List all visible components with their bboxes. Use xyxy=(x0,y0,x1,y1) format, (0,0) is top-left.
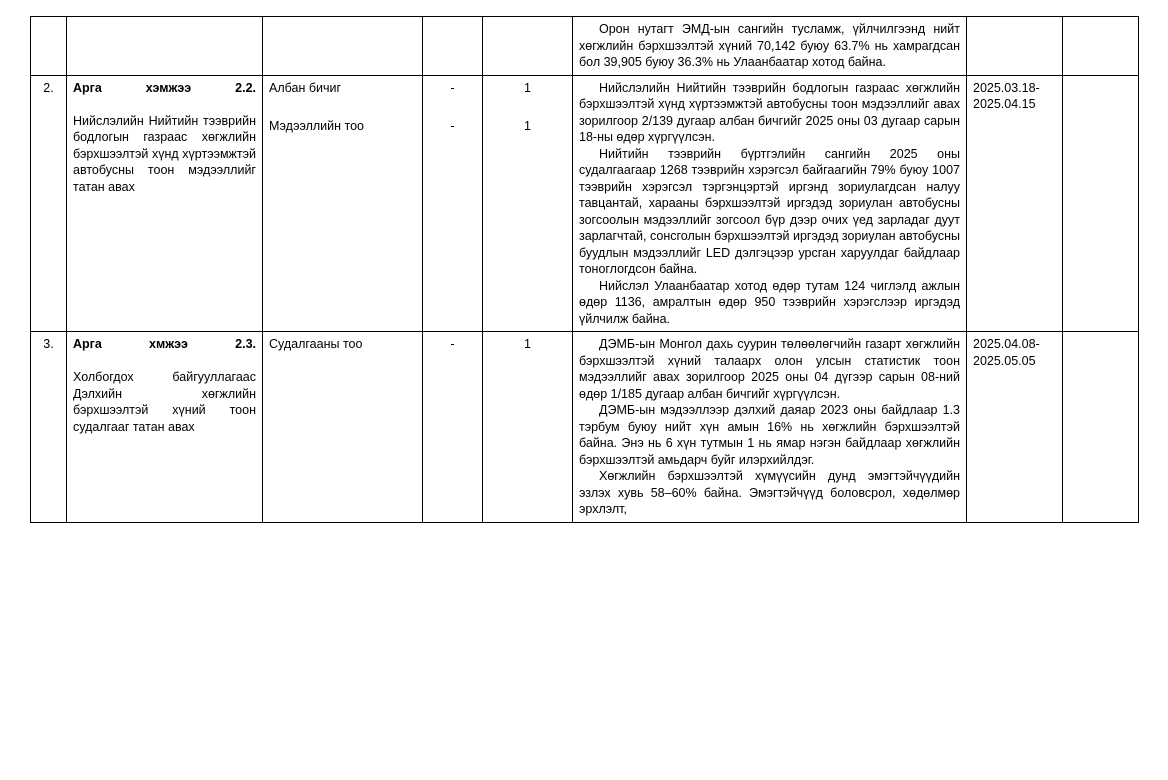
description-paragraph: Нийслэлийн Нийтийн тээврийн бодлогын газраас хөгжлийн бэрхшээлтэй хүнд хүртээмжтэй автобусны тоон мэдээллийг авах зорилгоор 2/139 дугаар албан бичгийг 2025 оны 03 дугаар сарын 18-ны өдөр хүргүүлсэн. xyxy=(579,80,960,144)
fact-cell xyxy=(483,332,573,523)
plan-cell xyxy=(423,332,483,523)
row-number: 3. xyxy=(31,332,67,523)
indicator-cell xyxy=(263,17,423,76)
plan-value: - xyxy=(450,337,455,351)
date-from: 2025.03.18- xyxy=(973,80,1040,95)
date-cell xyxy=(967,75,1063,332)
extra-cell xyxy=(1063,332,1139,523)
extra-cell xyxy=(1063,75,1139,332)
fact-cell xyxy=(483,75,573,332)
fact-value: 1 xyxy=(524,119,531,133)
fact-value: 1 xyxy=(524,80,531,95)
date-to: 2025.04.15 xyxy=(973,97,1036,111)
measure-cell xyxy=(67,17,263,76)
table-row xyxy=(31,75,1139,332)
plan-cell xyxy=(423,75,483,332)
table-row xyxy=(31,17,1139,76)
row-number: 2. xyxy=(31,75,67,332)
measure-description: Нийслэлийн Нийтийн тээврийн бодлогын газраас хөгжлийн бэрхшээлтэй хүнд хүртээмжтэй автобусны тоон мэдээллийг татан авах xyxy=(73,113,256,194)
description-paragraph: Орон нутагт ЭМД-ын сангийн тусламж, үйлчилгээнд нийт хөгжлийн бэрхшээлтэй хүний 70,142 буюу 63.7% нь хамрагдсан бол 39,905 буюу 36.3% нь Улаанбаатар хотод байна. xyxy=(579,22,960,69)
plan-cell xyxy=(423,17,483,76)
indicator-item: Судалгааны тоо xyxy=(269,337,363,351)
measure-cell xyxy=(67,332,263,523)
plan-value: - xyxy=(450,119,455,133)
description-paragraph: Нийслэл Улаанбаатар хотод өдөр тутам 124 чиглэлд ажлын өдөр 1136, амралтын өдөр 950 тээврийн хэрэгслээр иргэдэд үйлчилж байна. xyxy=(579,278,960,326)
indicator-item: Албан бичиг xyxy=(269,80,342,95)
indicator-cell xyxy=(263,75,423,332)
report-table xyxy=(30,16,1139,523)
description-cell xyxy=(573,75,967,332)
indicator-cell xyxy=(263,332,423,523)
measure-text xyxy=(73,336,256,435)
plan-spacer xyxy=(429,96,476,118)
indicator-item: Мэдээллийн тоо xyxy=(269,119,364,133)
description-paragraph: Нийтийн тээврийн бүртгэлийн сангийн 2025 оны судалгаагаар 1268 тээврийн хэрэгсэл байгаагийн 79% буюу 1007 тээврийн хэрэгсэл тэргэнцэртэй иргэнд зориулагдсан налуу тавцантай, харааны бэрхшээлтэй иргэдэд зориулан автобусны зогсоолын мэдээллийг зогсоол бүр дээр очих үед зарладаг дуут зарлагчтай, сонсголын бэрхшээлтэй иргэдэд зориулан автобусны буудлын мэдээллийг LED дэлгэцээр урсган харуулдаг байдлаар тоноглогдсон байна. xyxy=(579,146,960,276)
fact-cell xyxy=(483,17,573,76)
date-from: 2025.04.08- xyxy=(973,337,1040,351)
description-paragraph: ДЭМБ-ын мэдээллээр дэлхий даяар 2023 оны байдлаар 1.3 тэрбум буюу нийт хүн амын 16% нь хөгжлийн бэрхшээлтэй байна. Энэ нь 6 хүн тутмын 1 нь ямар нэгэн байдлаар хөгжлийн бэрхшээлтэй амьдарч буйг илэрхийлдэг. xyxy=(579,403,960,467)
measure-description: Холбогдох байгууллагаас Дэлхийн хөгжлийн бэрхшээлтэй хүний тоон судалгааг татан авах xyxy=(73,370,256,434)
indicator-spacer xyxy=(269,96,416,118)
fact-value: 1 xyxy=(524,337,531,351)
plan-value: - xyxy=(450,80,455,95)
measure-text xyxy=(73,80,256,196)
measure-label: Арга хэмжээ 2.2. xyxy=(73,80,256,95)
fact-spacer xyxy=(489,96,566,118)
description-cell xyxy=(573,332,967,523)
measure-label: Арга хмжээ 2.3. xyxy=(73,337,256,351)
date-cell xyxy=(967,332,1063,523)
measure-cell xyxy=(67,75,263,332)
date-to: 2025.05.05 xyxy=(973,353,1036,368)
extra-cell xyxy=(1063,17,1139,76)
table-row xyxy=(31,332,1139,523)
date-cell xyxy=(967,17,1063,76)
description-paragraph: Хөгжлийн бэрхшээлтэй хүмүүсийн дунд эмэгтэйчүүдийн эзлэх хувь 58–60% байна. Эмэгтэйчүүд боловсрол, хөдөлмөр эрхлэлт, xyxy=(579,469,960,516)
description-paragraph: ДЭМБ-ын Монгол дахь суурин төлөөлөгчийн газарт хөгжлийн бэрхшээлтэй хүний талаарх олон улсын статистик тоон мэдээллийг авах зорилгоор 2025 оны 04 дүгээр сарын 08-ний өдөр 1/185 дугаар албан бичгийг хүргүүлсэн. xyxy=(579,337,960,401)
row-number xyxy=(31,17,67,76)
description-cell xyxy=(573,17,967,76)
